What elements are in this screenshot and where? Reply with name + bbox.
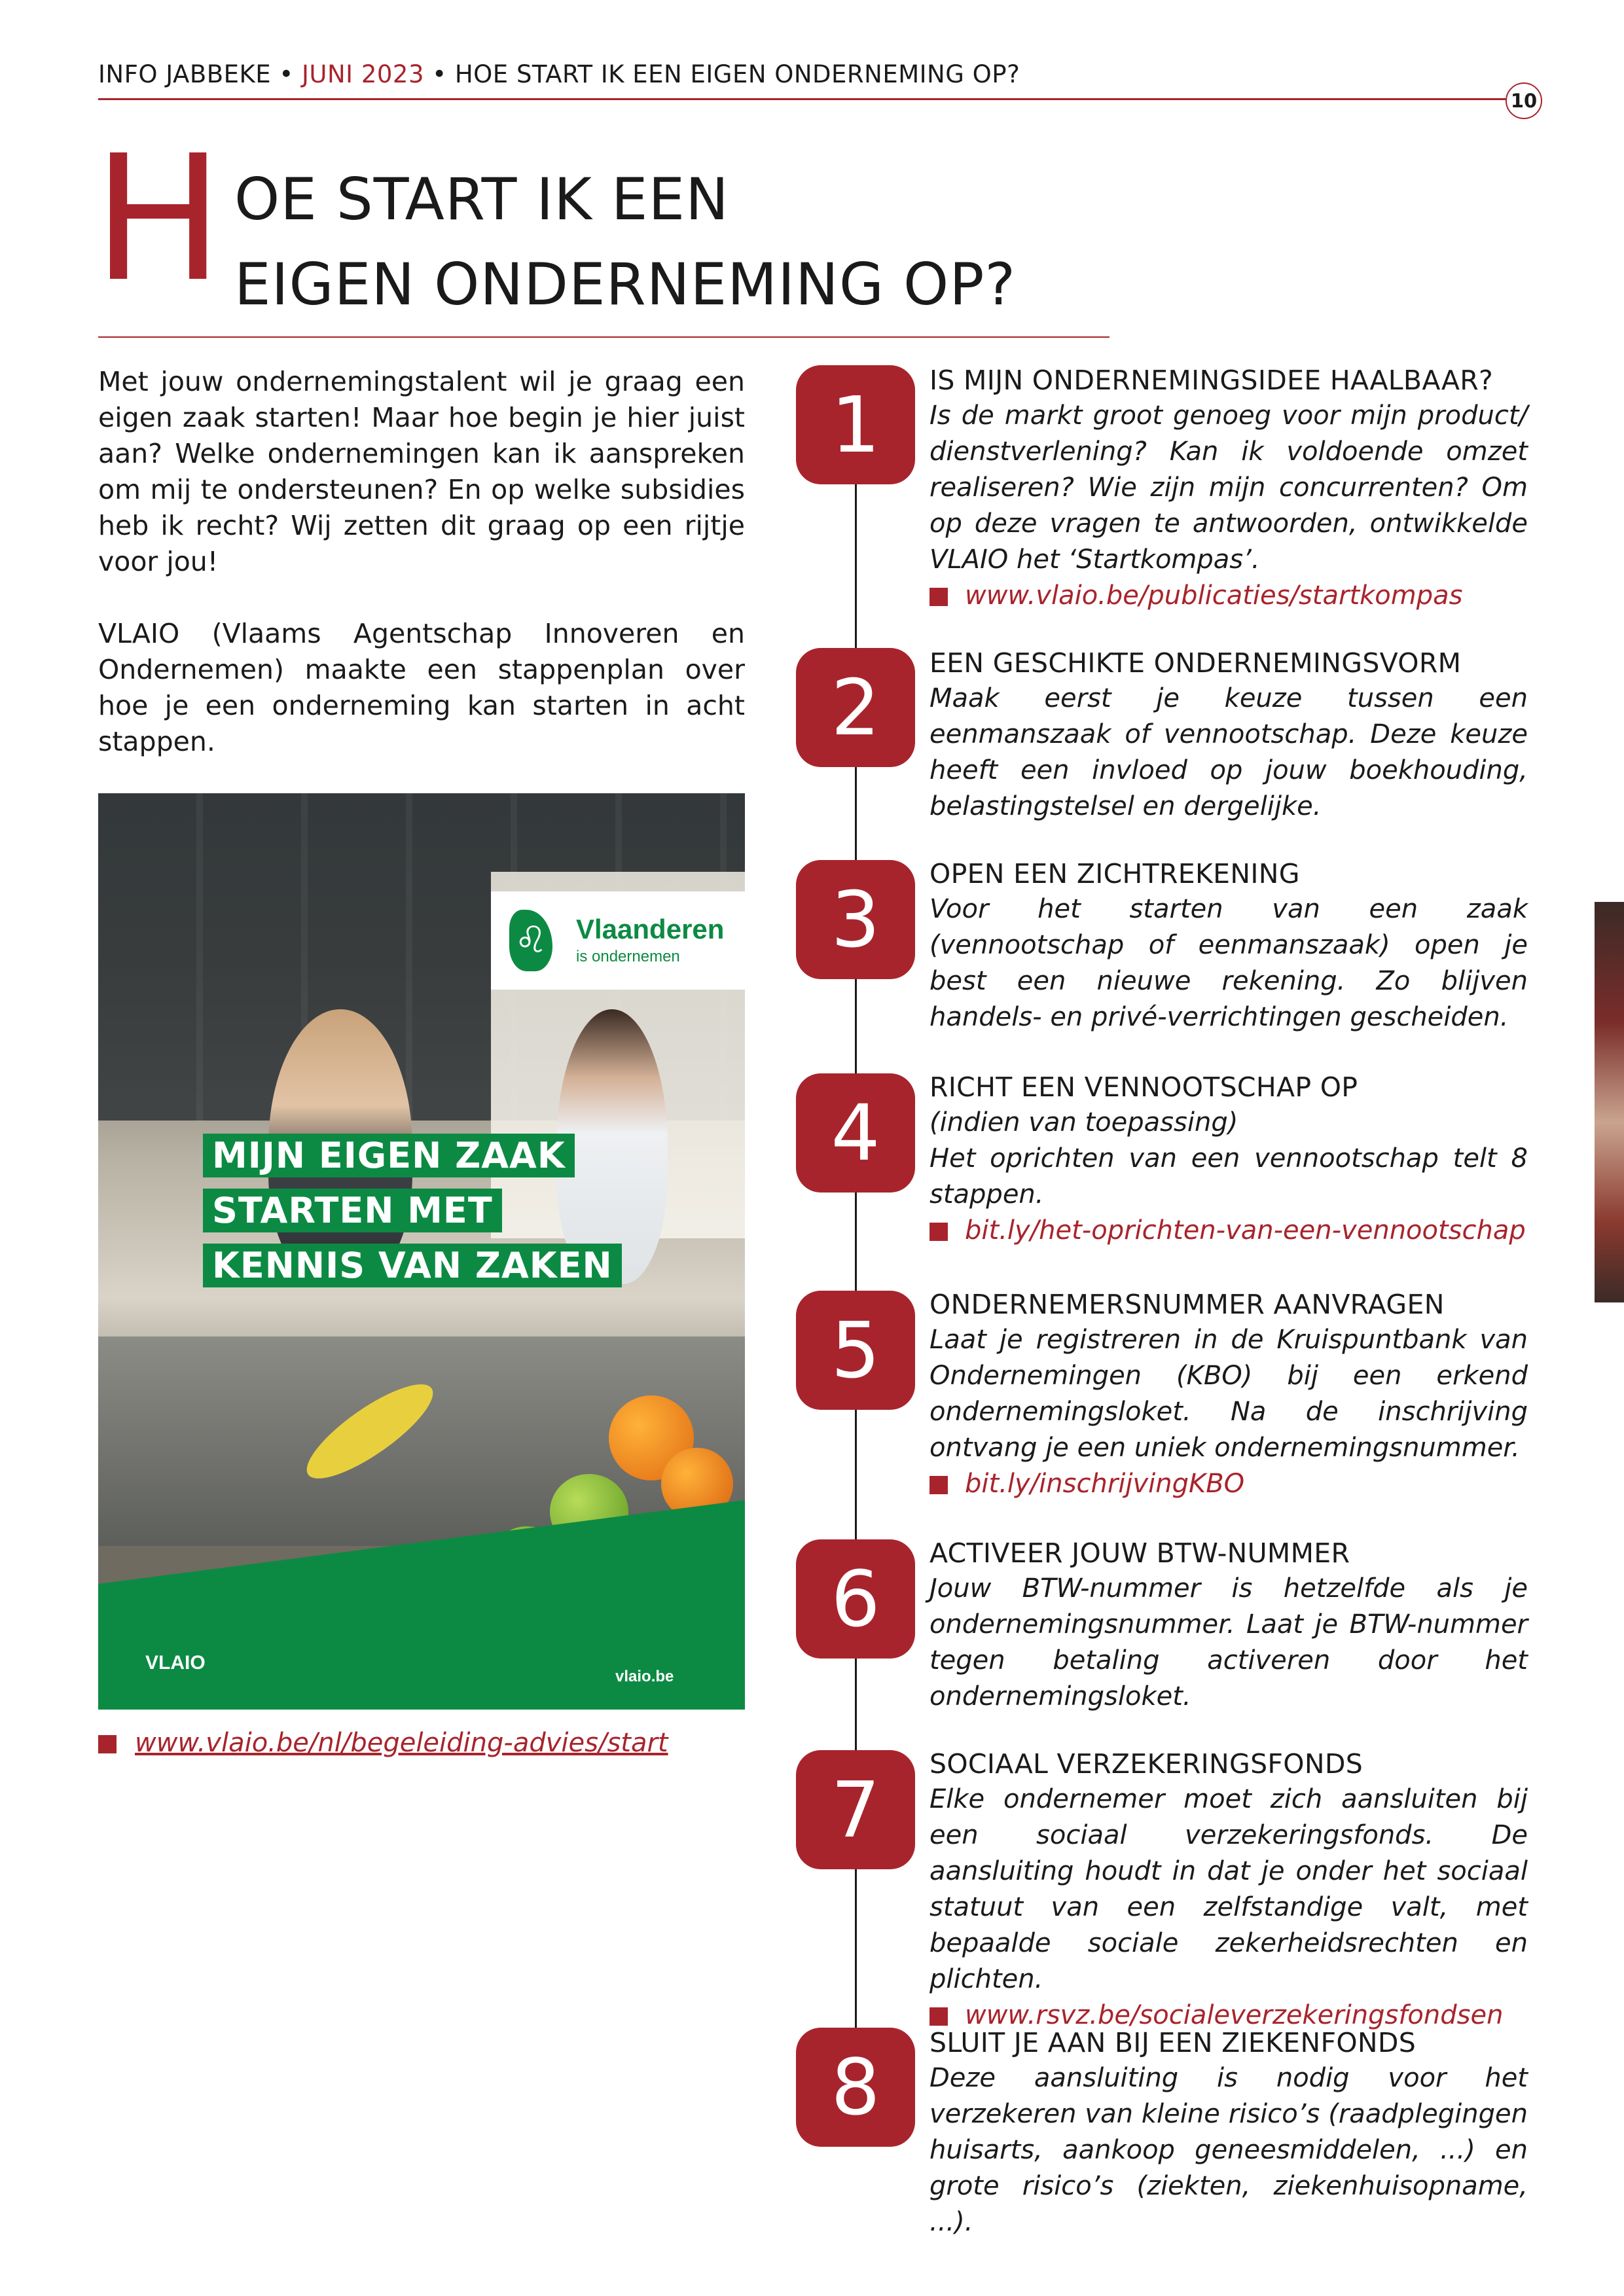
step-title: EEN GESCHIKTE ONDERNEMINGSVORM — [929, 647, 1462, 679]
intro-paragraph-1: Met jouw ondernemingstalent wil je graag een eigen zaak starten! Maar hoe begin je hier juist aan? Welke ondernemingen kan ik aanspreken om mij te ondersteunen? En op welke subsidies heb ik recht? Wij zetten dit graag op een rijtje voor jou! — [98, 366, 745, 577]
step-number-badge: 2 — [796, 648, 915, 767]
poster-headline-3: KENNIS VAN ZAKEN — [203, 1244, 622, 1287]
step-body: Is de markt groot genoeg voor mijn product/ dienstverlening? Kan ik voldoende omzet realiseren? Wie zijn mijn concurrenten? Om op deze vragen te antwoorden, ontwikkelde VLAIO het ‘Startkompas’. — [929, 401, 1528, 575]
page-title — [234, 157, 1016, 327]
poster-site: vlaio.be — [615, 1668, 674, 1685]
step-link[interactable] — [929, 1213, 1528, 1249]
square-bullet-icon — [98, 1735, 117, 1753]
step-body: Maak eerst je keuze tussen een eenmanszaak of vennootschap. Deze keuze heeft een invloed op jouw boekhouding, belastingstelsel en dergelijke. — [929, 683, 1528, 821]
page-number: 10 — [1506, 82, 1542, 119]
cropped-edge-photo — [1595, 902, 1624, 1302]
title-line-2: EIGEN ONDERNEMING OP? — [234, 251, 1017, 318]
step-body: Het oprichten van een vennootschap telt 8 stappen. — [929, 1143, 1528, 1210]
poster-link-text[interactable]: www.vlaio.be/nl/begeleiding-advies/start — [135, 1728, 668, 1758]
step-note: (indien van toepassing) — [929, 1107, 1238, 1138]
header-separator: • — [279, 60, 294, 88]
step-8 — [929, 2025, 1528, 2240]
title-rule — [98, 336, 1110, 338]
poster-link[interactable] — [98, 1728, 668, 1758]
step-title: IS MIJN ONDERNEMINGSIDEE HAALBAAR? — [929, 365, 1494, 396]
step-6 — [929, 1535, 1528, 1715]
step-title: SOCIAAL VERZEKERINGSFONDS — [929, 1748, 1363, 1780]
step-body: Elke ondernemer moet zich aansluiten bij een sociaal verzekeringsfonds. De aansluiting houdt in dat je onder het sociaal statuut van een zelfstandige valt, met bepaalde sociale zekerheidsrechten en plichten. — [929, 1784, 1528, 1994]
step-2 — [929, 645, 1528, 825]
intro-text — [98, 364, 745, 796]
header-separator: • — [432, 60, 447, 88]
step-body: Deze aansluiting is nodig voor het verzekeren van kleine risico’s (raadplegingen huisarts, aankoop geneesmiddelen, ...) en grote risico’s (ziekten, ziekenhuisopname, ...). — [929, 2063, 1528, 2237]
step-link-text[interactable]: bit.ly/inschrijvingKBO — [965, 1469, 1245, 1499]
step-link[interactable] — [929, 1466, 1528, 1502]
square-bullet-icon — [929, 1476, 948, 1494]
poster-brand: VLAIO — [145, 1652, 206, 1674]
step-number-badge: 4 — [796, 1073, 915, 1193]
step-4 — [929, 1069, 1528, 1249]
running-header — [98, 60, 1020, 88]
square-bullet-icon — [929, 588, 948, 606]
title-line-1: OE START IK EEN — [234, 166, 729, 233]
step-title: OPEN EEN ZICHTREKENING — [929, 858, 1300, 889]
section-name: HOE START IK EEN EIGEN ONDERNEMING OP? — [454, 60, 1020, 88]
step-title: ONDERNEMERSNUMMER AANVRAGEN — [929, 1289, 1445, 1320]
intro-paragraph-2: VLAIO (Vlaams Agentschap Innoveren en Ondernemen) maakte een stappenplan over hoe je een onderneming kan starten in acht stappen. — [98, 618, 745, 757]
step-number-badge: 8 — [796, 2028, 915, 2147]
step-title: RICHT EEN VENNOOTSCHAP OP — [929, 1071, 1358, 1103]
step-body: Jouw BTW-nummer is hetzelfde als je ondernemingsnummer. Laat je BTW-nummer tegen betaling activeren door het ondernemingsloket. — [929, 1573, 1528, 1712]
step-body: Voor het starten van een zaak (vennootschap of eenmanszaak) open je best een nieuwe rekening. Zo blijven handels- en privé-verrichtingen gescheiden. — [929, 894, 1528, 1032]
step-title: SLUIT JE AAN BIJ EEN ZIEKENFONDS — [929, 2027, 1416, 2058]
logo-name: Vlaanderen — [576, 914, 725, 944]
step-number-badge: 7 — [796, 1750, 915, 1869]
poster-headline-1: MIJN EIGEN ZAAK — [203, 1134, 575, 1177]
publication-name: INFO JABBEKE — [98, 60, 272, 88]
step-3 — [929, 856, 1528, 1035]
step-link[interactable] — [929, 578, 1528, 614]
lion-logo-icon: ♌ — [509, 910, 552, 971]
square-bullet-icon — [929, 2007, 948, 2026]
vlaanderen-logo — [491, 891, 745, 990]
logo-tagline: is ondernemen — [576, 948, 680, 965]
step-number-badge: 1 — [796, 365, 915, 484]
header-rule — [98, 98, 1512, 100]
step-number-badge: 5 — [796, 1291, 915, 1410]
issue-date: JUNI 2023 — [301, 60, 424, 88]
step-number-badge: 3 — [796, 860, 915, 979]
step-link-text[interactable]: www.vlaio.be/publicaties/startkompas — [965, 581, 1463, 611]
step-link-text[interactable]: www.rsvz.be/socialeverzekeringsfondsen — [965, 2000, 1504, 2030]
title-dropcap: H — [93, 118, 224, 320]
poster-headline-2: STARTEN MET — [203, 1189, 502, 1232]
step-7 — [929, 1746, 1528, 2034]
step-link-text[interactable]: bit.ly/het-oprichten-van-een-vennootschap — [965, 1215, 1526, 1246]
square-bullet-icon — [929, 1223, 948, 1241]
vlaio-poster-image — [98, 793, 745, 1710]
step-5 — [929, 1287, 1528, 1502]
step-1 — [929, 363, 1528, 614]
step-title: ACTIVEER JOUW BTW-NUMMER — [929, 1537, 1350, 1569]
step-number-badge: 6 — [796, 1539, 915, 1659]
step-body: Laat je registreren in de Kruispuntbank van Ondernemingen (KBO) bij een erkend ondernemingsloket. Na de inschrijving ontvang je een uniek ondernemingsnummer. — [929, 1325, 1528, 1463]
